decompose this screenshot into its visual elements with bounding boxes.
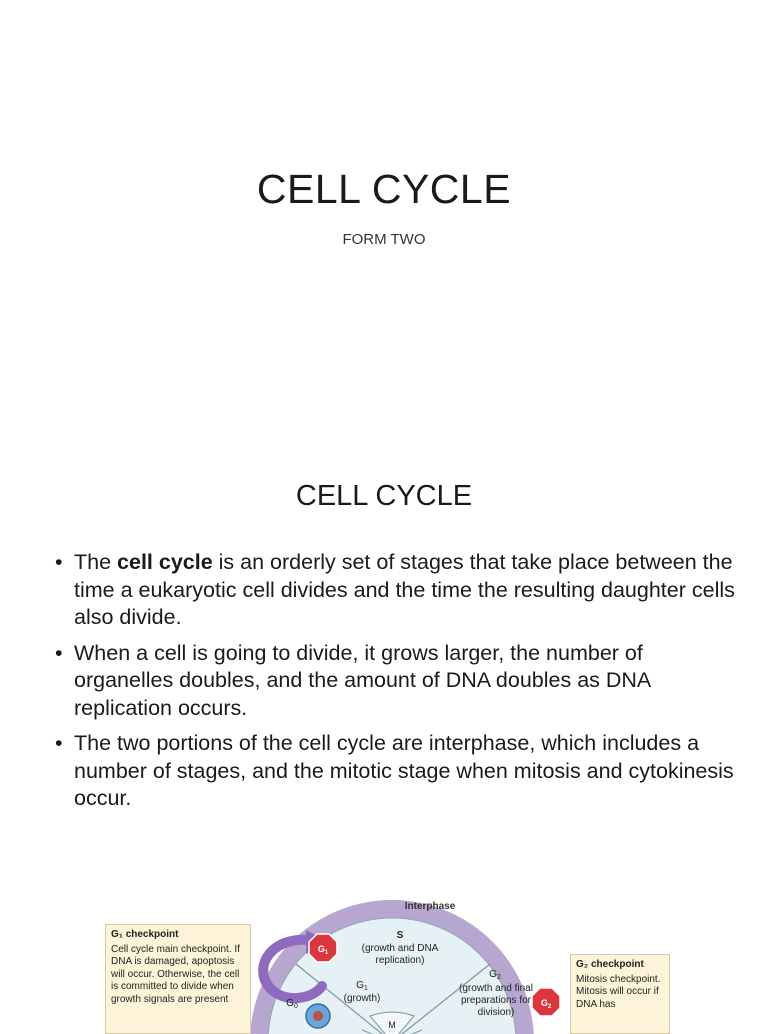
g1-checkpoint-note <box>105 924 251 1034</box>
slide-subtitle: FORM TWO <box>342 231 426 248</box>
s-phase-desc: replication) <box>375 955 425 966</box>
s-phase-label: S <box>396 930 404 941</box>
g1-stop-subscript: 1 <box>324 950 329 956</box>
bullet-text: When a cell is going to divide, it grows larger, the number of organelles doubles, and the amount of DNA doubles as DNA replication occurs. <box>74 640 651 720</box>
g2-stop-subscript: 2 <box>547 1004 552 1010</box>
bullet-text: is an orderly set of stages that take place between the time a eukaryotic cell divides and the time the resulting daughter cells also divide. <box>74 550 735 629</box>
nucleus-icon <box>313 1011 323 1021</box>
bullet-item <box>55 549 745 632</box>
g0-letter: G <box>286 998 294 1009</box>
content-slide <box>0 432 768 1030</box>
content-slide-title: CELL CYCLE <box>295 480 473 512</box>
g2-checkpoint-text: Mitosis checkpoint. Mitosis will occur if DNA has <box>576 973 661 1010</box>
bullet-text: The two portions of the cell cycle are interphase, which includes a number of stages, and the mitotic stage when mitosis and cytokinesis occur. <box>74 731 734 810</box>
g1-letter: G <box>356 980 364 991</box>
interphase-label: Interphase <box>404 901 456 912</box>
m-phase-label: M <box>388 1020 396 1030</box>
bullet-list <box>55 549 745 821</box>
g1-stop-letter: G <box>317 944 325 954</box>
g2-checkpoint-note <box>570 954 670 1034</box>
bullet-item <box>55 640 745 723</box>
g0-subscript: 0 <box>293 1003 298 1010</box>
bullet-bold-term: cell cycle <box>117 550 213 574</box>
bullet-prefix: The <box>74 550 118 574</box>
g2-phase-desc: division) <box>477 1007 515 1018</box>
g2-stop-letter: G <box>540 998 548 1008</box>
g2-phase-desc: preparations for <box>460 995 532 1006</box>
title-slide <box>0 0 768 432</box>
g2-checkpoint-title: G₂ checkpoint <box>576 959 644 970</box>
bullet-item <box>55 730 745 813</box>
slide-title: CELL CYCLE <box>256 166 512 212</box>
g2-subscript: 2 <box>496 974 501 981</box>
g1-checkpoint-text: Cell cycle main checkpoint. If DNA is damaged, apoptosis will occur. Otherwise, the cell is committed to divide when growth signals are present <box>111 943 240 1005</box>
g1-checkpoint-title: G₁ checkpoint <box>111 929 179 940</box>
s-phase-desc: (growth and DNA <box>361 943 439 954</box>
g2-phase-desc: (growth and final <box>459 983 533 994</box>
g1-subscript: 1 <box>363 985 368 992</box>
cell-cycle-diagram <box>100 890 680 1030</box>
g2-letter: G <box>489 969 497 980</box>
g1-phase-desc: (growth) <box>343 993 381 1004</box>
